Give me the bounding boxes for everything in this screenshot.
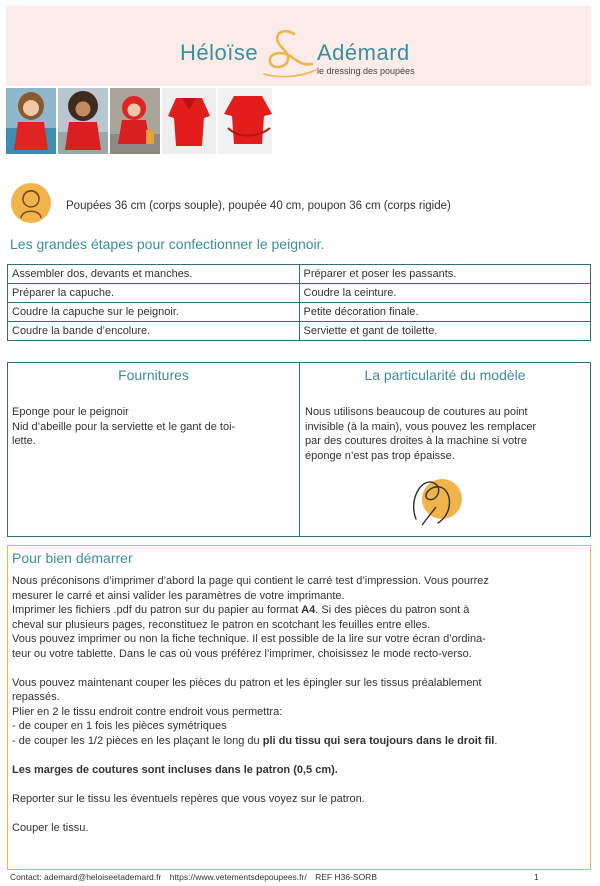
text-line: Reporter sur le tissu les éventuels repères que vous voyez sur le patron. [12, 792, 365, 805]
seam-allowance-note: Les marges de coutures sont incluses dans le patron (0,5 cm). [12, 763, 338, 776]
brand-tagline: le dressing des poupées [317, 66, 415, 76]
text-span: . Si des pièces du patron sont à [315, 604, 470, 616]
text-span: Imprimer les fichiers .pdf du patron sur du papier au format [12, 604, 302, 616]
supplies-and-features [7, 362, 591, 537]
table-row [8, 265, 591, 284]
header-banner [6, 6, 591, 86]
brand-logo [174, 26, 434, 84]
table-row [8, 303, 591, 322]
photo-doll-hood [110, 88, 160, 154]
brand-name-right: Adémard [317, 40, 410, 65]
text-line [12, 603, 584, 618]
supplies-line: Eponge pour le peignoir [12, 406, 129, 418]
step-cell: Assembler dos, devants et manches. [8, 265, 300, 284]
text-line [12, 734, 584, 749]
text-line: mesurer le carré et ainsi valider les paramètres de votre imprimante. [12, 589, 345, 602]
text-line: Couper le tissu. [12, 821, 89, 834]
supplies-title: Fournitures [118, 367, 189, 383]
getting-started [7, 545, 591, 870]
steps-title: Les grandes étapes pour confectionner le peignoir. [10, 236, 325, 252]
text-line: repassés. [12, 691, 60, 703]
steps-table [7, 264, 591, 341]
text-line: Nous préconisons d’imprimer d’abord la page qui contient le carré test d’impression. Vous pourrez [12, 575, 489, 587]
footer-url[interactable]: https://www.vetementsdepoupees.fr/ [169, 872, 307, 882]
table-row [8, 284, 591, 303]
grain-note: pli du tissu qui sera toujours dans le droit fil [262, 734, 495, 747]
doll-size-icon [10, 182, 52, 224]
feature-title: La particularité du modèle [364, 367, 526, 383]
photo-doll-front [6, 88, 56, 154]
ampersand-icon [258, 26, 318, 81]
doll-sizes: Poupées 36 cm (corps souple), poupée 40 cm, poupon 36 cm (corps rigide) [66, 200, 451, 212]
step-cell: Préparer la capuche. [8, 284, 300, 303]
step-cell: Petite décoration finale. [299, 303, 591, 322]
feature-line: par des coutures droites à la machine si votre [305, 435, 527, 447]
photo-doll-curly [58, 88, 108, 154]
feature-text [305, 405, 587, 463]
step-cell: Coudre la capuche sur le peignoir. [8, 303, 300, 322]
brand-name-left: Héloïse [180, 40, 259, 65]
feature-line: invisible (à la main), vous pouvez les remplacer [305, 420, 537, 433]
step-cell: Coudre la bande d’encolure. [8, 322, 300, 341]
needle-thread-icon [406, 469, 464, 531]
text-span: . [494, 734, 498, 747]
getting-started-title: Pour bien démarrer [12, 550, 133, 566]
getting-started-body [12, 574, 584, 835]
footer [10, 872, 590, 882]
supplies-line: lette. [12, 435, 36, 447]
box-divider [299, 363, 300, 536]
text-line: Vous pouvez maintenant couper les pièces du patron et les épingler sur les tissus préalablement [12, 676, 482, 689]
supplies-line: Nid d’abeille pour la serviette et le gant de toi- [12, 420, 236, 433]
text-span: - de couper les 1/2 pièces en les plaçant le long du [12, 734, 263, 747]
text-line: - de couper en 1 fois les pièces symétriques [12, 720, 227, 732]
feature-line: éponge n’est pas trop épaisse. [305, 449, 455, 462]
step-cell: Préparer et poser les passants. [299, 265, 591, 284]
photo-robe-belt [218, 88, 272, 154]
text-line: Vous pouvez imprimer ou non la fiche technique. Il est possible de la lire sur votre écran d’ordina- [12, 633, 486, 645]
supplies-text [12, 405, 294, 449]
text-line: cheval sur plusieurs pages, reconstituez le patron en scotchant les feuilles entre elles. [12, 618, 431, 631]
footer-ref: REF H36-SORB [315, 872, 377, 882]
feature-line: Nous utilisons beaucoup de coutures au point [305, 406, 528, 418]
text-line: Plier en 2 le tissu endroit contre endroit vous permettra: [12, 705, 283, 718]
photo-robe-flat [162, 88, 216, 154]
step-cell: Coudre la ceinture. [299, 284, 591, 303]
text-line: teur ou votre tablette. Dans le cas où vous préférez l’imprimer, choisissez le mode recto-verso. [12, 647, 472, 660]
footer-contact: Contact: ademard@heloiseetademard.fr [10, 872, 162, 882]
page-number: 1 [534, 872, 539, 882]
step-cell: Serviette et gant de toilette. [299, 322, 591, 341]
format-a4: A4 [301, 604, 316, 616]
table-row [8, 322, 591, 341]
